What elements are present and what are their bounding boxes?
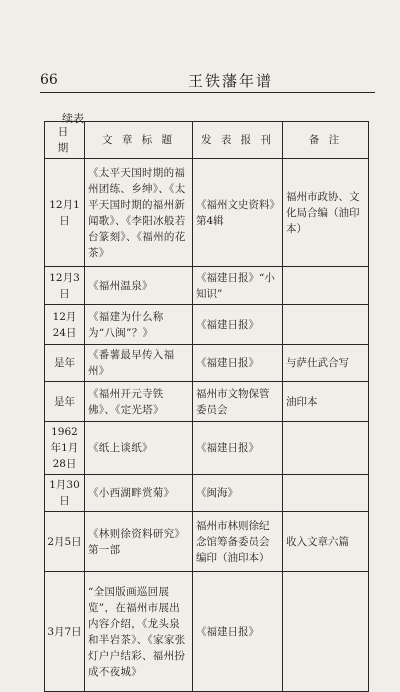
table-row (45, 159, 369, 267)
running-title: 王铁藩年谱 (188, 72, 274, 90)
row-title: 《小西湖畔赏菊》 (85, 475, 193, 512)
row-date: 12月1日 (45, 159, 85, 267)
chronology-table (44, 121, 369, 692)
row-date: 1962年1月28日 (45, 422, 85, 475)
row-publication: 《福建日报》 (193, 422, 283, 475)
table-row (45, 572, 369, 692)
row-note: 福州市政协、文化局合编（油印本） (283, 159, 369, 267)
table-row (45, 422, 369, 475)
row-title: 《番薯最早传入福州》 (85, 345, 193, 382)
row-date: 是年 (45, 345, 85, 382)
row-note: 油印本 (283, 382, 369, 422)
row-publication: 《福建日报》 (193, 345, 283, 382)
continued-label: 续表 (62, 112, 84, 125)
row-date: 是年 (45, 382, 85, 422)
row-title: 《纸上谈纸》 (85, 422, 193, 475)
table-row (45, 345, 369, 382)
row-date: 1月30日 (45, 475, 85, 512)
table-row (45, 305, 369, 345)
row-title: “全国版画巡回展览”，在福州市展出内容介绍，《龙头泉和半岩茶》、《家家张灯户户结彩、福州扮成不夜城》 (85, 572, 193, 692)
row-title: 《太平天国时期的福州团练、乡绅》、《太平天国时期的福州新闻歌》、《李阳冰般若台篆刻》、《福州的花茶》 (85, 159, 193, 267)
row-note: 与萨仕武合写 (283, 345, 369, 382)
row-publication: 福州市文物保管委员会 (193, 382, 283, 422)
row-publication: 《闽海》 (193, 475, 283, 512)
row-note (283, 305, 369, 345)
row-publication: 《福建日报》 (193, 572, 283, 692)
row-title: 《福州温泉》 (85, 267, 193, 305)
row-date: 3月7日 (45, 572, 85, 692)
row-note: 收入文章六篇 (283, 512, 369, 572)
page-number: 66 (40, 72, 58, 88)
table-row (45, 512, 369, 572)
header-rule (40, 92, 375, 93)
column-header-note: 备 注 (283, 122, 369, 159)
table-row (45, 382, 369, 422)
row-note (283, 572, 369, 692)
row-date: 12月3日 (45, 267, 85, 305)
row-publication: 《福建日报》“小知识” (193, 267, 283, 305)
row-date: 12月24日 (45, 305, 85, 345)
table-row (45, 475, 369, 512)
row-publication: 福州市林则徐纪念馆筹备委员会编印（油印本） (193, 512, 283, 572)
row-date: 2月5日 (45, 512, 85, 572)
column-header-title: 文 章 标 题 (85, 122, 193, 159)
page-header (40, 70, 375, 90)
column-header-date: 日 期 (45, 122, 85, 159)
row-title: 《福建为什么称为“八闽”？》 (85, 305, 193, 345)
row-note (283, 422, 369, 475)
row-note (283, 475, 369, 512)
row-publication: 《福州文史资料》第4辑 (193, 159, 283, 267)
column-header-publication: 发 表 报 刊 (193, 122, 283, 159)
row-note (283, 267, 369, 305)
row-publication: 《福建日报》 (193, 305, 283, 345)
table-header-row (45, 122, 369, 159)
row-title: 《林则徐资料研究》第一部 (85, 512, 193, 572)
table-row (45, 267, 369, 305)
row-title: 《福州开元寺铁佛》、《定光塔》 (85, 382, 193, 422)
